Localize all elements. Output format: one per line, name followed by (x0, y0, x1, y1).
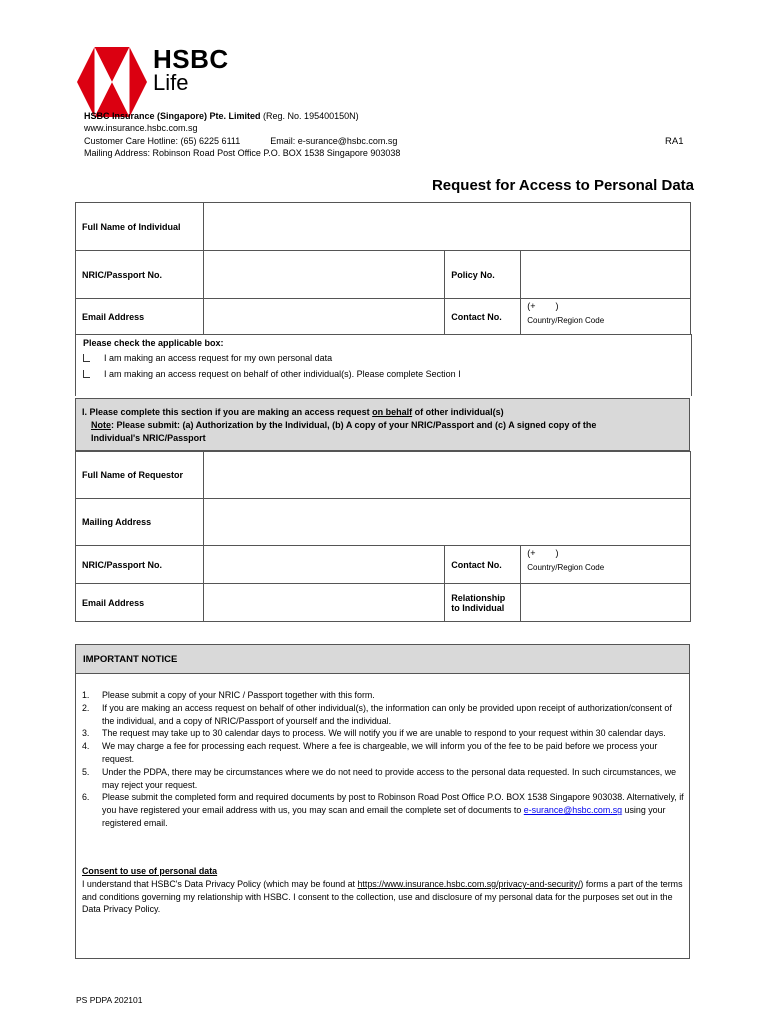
email-link[interactable]: e-surance@hsbc.com.sg (523, 805, 623, 816)
privacy-link[interactable]: https://www.insurance.hsbc.com.sg/privacy-and-security/ (357, 878, 581, 889)
nric-label: NRIC/Passport No. (76, 251, 204, 299)
list-item: 6. Please submit the completed form and required documents by post to Robinson Road Post Office P.O. BOX 1538 Singapore 903038. Alternatively, if you have registered your email address with us, you may scan and email the complete set of documents to e-surance@hsbc.com.sg using your registered email. (82, 792, 684, 828)
relationship-label-line1: Relationship (451, 592, 506, 603)
brand-name: HSBC (153, 44, 229, 74)
checkbox-icon[interactable] (83, 370, 90, 378)
requestor-contact-label: Contact No. (445, 546, 521, 584)
section-1-title-b: of other individual(s) (412, 407, 504, 417)
consent-section (82, 865, 686, 916)
requestor-email-field[interactable] (203, 584, 444, 622)
company-email: Email: e-surance@hsbc.com.sg (270, 135, 398, 146)
notice-title: IMPORTANT NOTICE (83, 654, 178, 665)
company-website: www.insurance.hsbc.com.sg (84, 123, 198, 134)
company-name: HSBC Insurance (Singapore) Pte. Limited (84, 111, 261, 121)
checkbox-behalf-label: I am making an access request on behalf of other individual(s). Please complete Section I (104, 369, 461, 379)
mailing-address-field[interactable] (203, 499, 690, 546)
full-name-field[interactable] (203, 203, 690, 251)
consent-header: Consent to use of personal data (82, 866, 218, 876)
notice-list (82, 689, 686, 830)
policy-label: Policy No. (445, 251, 521, 299)
contact-prefix: (+ ) (527, 301, 559, 311)
footer-code: PS PDPA 202101 (76, 995, 143, 1005)
requestor-name-field[interactable] (203, 452, 690, 499)
note-line2: Individual's NRIC/Passport (91, 433, 206, 443)
list-item: 5. Under the PDPA, there may be circumstances where we do not need to provide access to the personal data requested. In such circumstances, we may reject your request. (82, 766, 677, 790)
company-info (84, 110, 400, 159)
requestor-email-label: Email Address (76, 584, 204, 622)
note-text: : Please submit: (a) Authorization by the Individual, (b) A copy of your NRIC/Passport and (c) A signed copy of the (111, 420, 597, 430)
important-notice (75, 644, 690, 959)
list-item: 4. We may charge a fee for processing each request. Where a fee is chargeable, we will inform you of the fee to be paid before we process your request. (82, 741, 658, 764)
consent-text: I understand that HSBC's Data Privacy Policy (which may be found at https://www.insurance.hsbc.com.sg/privacy-and-security/) forms a part of the terms and conditions governing my relationship with HSBC. I consent to the collection, use and disclosure of my personal data for the purposes set out in the Data Privacy Policy. (82, 878, 683, 915)
nric-field[interactable] (203, 251, 444, 299)
requestor-name-label: Full Name of Requestor (76, 452, 204, 499)
full-name-label: Full Name of Individual (76, 203, 204, 251)
brand-sub: Life (153, 70, 189, 95)
country-code-label: Country/Region Code (527, 316, 605, 325)
checkbox-own-data[interactable] (83, 353, 332, 363)
section-1-title-u: on behalf (372, 407, 413, 417)
list-item: 2. If you are making an access request on behalf of other individual(s), the information can only be provided upon receipt of authorization/consent of the individual, and a copy of NRIC/Passport of yourself and the individual. (82, 702, 672, 726)
company-address: Mailing Address: Robinson Road Post Office P.O. BOX 1538 Singapore 903038 (84, 147, 401, 158)
email-field[interactable] (203, 299, 444, 335)
requestor-nric-field[interactable] (203, 546, 444, 584)
requestor-table (75, 451, 691, 622)
contact-label: Contact No. (445, 299, 521, 335)
page-title: Request for Access to Personal Data (431, 177, 694, 194)
contact-field[interactable] (521, 299, 691, 335)
email-label: Email Address (76, 299, 204, 335)
checkbox-on-behalf[interactable] (83, 369, 461, 379)
note-label: Note (91, 420, 111, 430)
notice-header (76, 645, 689, 674)
section-1-header (75, 398, 690, 451)
requestor-nric-label: NRIC/Passport No. (76, 546, 204, 584)
list-item: 3. The request may take up to 30 calendar days to process. We will notify you if we are unable to respond to your request within 30 calendar days. (82, 728, 666, 739)
requestor-contact-field[interactable] (521, 546, 691, 584)
requestor-contact-prefix: (+ ) (527, 548, 559, 558)
company-reg: (Reg. No. 195400150N) (263, 111, 359, 121)
individual-table (75, 202, 691, 335)
relationship-label-line2: to Individual (451, 602, 505, 613)
hsbc-hexagon-logo (77, 47, 147, 117)
checkbox-icon[interactable] (83, 354, 90, 362)
relationship-field[interactable] (521, 584, 691, 622)
checkbox-own-label: I am making an access request for my own personal data (104, 353, 333, 363)
policy-field[interactable] (521, 251, 691, 299)
requestor-country-code-label: Country/Region Code (527, 563, 605, 572)
list-item: 1. Please submit a copy of your NRIC / Passport together with this form. (82, 690, 375, 700)
checkbox-section (75, 334, 692, 396)
company-hotline: Customer Care Hotline: (65) 6225 6111 (84, 135, 241, 146)
relationship-label (445, 584, 521, 622)
mailing-address-label: Mailing Address (76, 499, 204, 546)
checkbox-header: Please check the applicable box: (83, 338, 224, 348)
form-code: RA1 (665, 136, 684, 147)
section-1-title-a: I. Please complete this section if you are making an access request (82, 407, 373, 417)
